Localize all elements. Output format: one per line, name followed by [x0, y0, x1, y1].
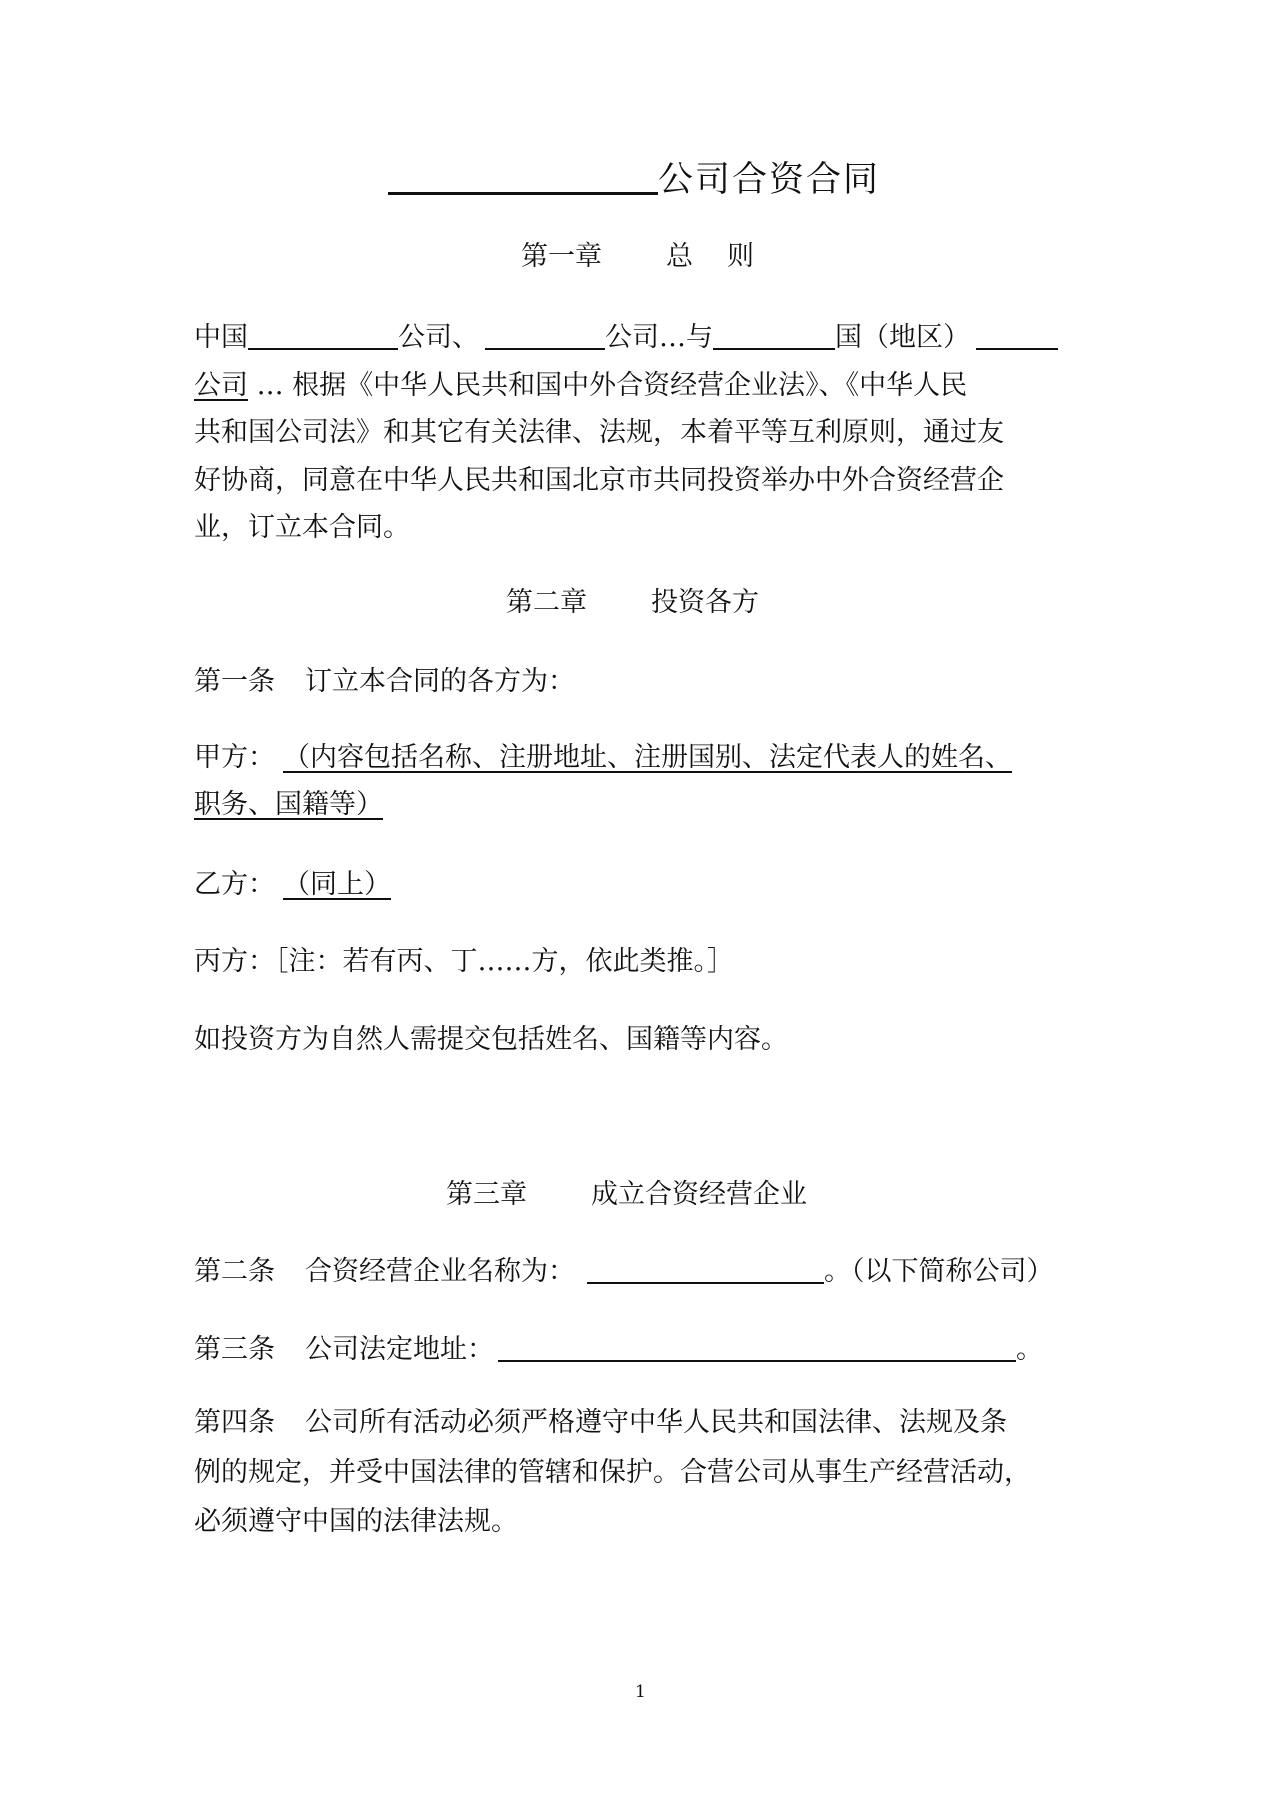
- article-3-after: 。: [1016, 1334, 1043, 1365]
- enterprise-name-blank[interactable]: [587, 1256, 824, 1284]
- foreign-company-blank[interactable]: [976, 322, 1058, 350]
- party-b: [194, 868, 391, 902]
- natural-person-note: [194, 1023, 788, 1057]
- party-b-value[interactable]: （同上）: [283, 869, 391, 900]
- preamble-line-1: [194, 321, 1058, 355]
- article-1-label: 第一条: [194, 666, 275, 697]
- preamble-line-5: [194, 511, 410, 545]
- article-3: [194, 1333, 1043, 1367]
- article-4-line-3: [194, 1505, 518, 1539]
- article-2-text: 合资经营企业名称为：: [305, 1256, 575, 1287]
- article-3-label: 第三条: [194, 1334, 275, 1365]
- chapter-2-title: 投资各方: [651, 587, 759, 618]
- chinese-company-blank-1[interactable]: [248, 322, 398, 350]
- article-4-text: 公司所有活动必须严格遵守中华人民共和国法律、法规及条: [305, 1407, 1007, 1438]
- article-2: [194, 1255, 1054, 1289]
- chinese-company-blank-2[interactable]: [485, 322, 605, 350]
- chapter-1-title-b: 则: [727, 241, 754, 272]
- party-c: [194, 945, 734, 979]
- preamble-text: … 根据《中华人民共和国中外合资经营企业法》、《中华人民: [248, 370, 968, 401]
- article-4-text: 必须遵守中国的法律法规。: [194, 1506, 518, 1537]
- foreign-company-suffix: 公司: [194, 370, 248, 401]
- preamble-text: 公司、: [398, 322, 479, 353]
- article-3-text: 公司法定地址：: [305, 1334, 494, 1365]
- article-4-text: 例的规定，并受中国法律的管辖和保护。合营公司从事生产经营活动，: [194, 1457, 1031, 1488]
- preamble-text: 业，订立本合同。: [194, 512, 410, 543]
- party-c-note: ［注：若有丙、丁……方，依此类推。］: [275, 946, 734, 977]
- article-4-line-2: [194, 1456, 1031, 1490]
- chapter-3-title: 成立合资经营企业: [591, 1179, 807, 1210]
- page-number: [635, 1682, 646, 1702]
- preamble-line-2: [194, 369, 967, 403]
- article-2-after: 。（以下简称公司）: [824, 1256, 1054, 1287]
- party-a-value[interactable]: （内容包括名称、注册地址、注册国别、法定代表人的姓名、: [283, 742, 1012, 773]
- chapter-2-number: 第二章: [506, 587, 587, 618]
- article-1: [194, 665, 575, 699]
- chapter-2-heading: [506, 586, 759, 620]
- article-1-text: 订立本合同的各方为：: [305, 666, 575, 697]
- chapter-1-title-a: 总: [666, 241, 693, 272]
- chapter-1-heading: [521, 240, 754, 274]
- party-a-line-1: [194, 741, 1012, 775]
- legal-address-blank[interactable]: [498, 1334, 1016, 1362]
- page-number-text: 1: [635, 1682, 646, 1702]
- chapter-3-number: 第三章: [446, 1179, 527, 1210]
- preamble-text: 公司…与: [605, 322, 713, 353]
- party-a-value-cont[interactable]: 职务、国籍等）: [194, 789, 383, 820]
- preamble-text: 共和国公司法》和其它有关法律、法规，本着平等互利原则，通过友: [194, 417, 1004, 448]
- article-4-label: 第四条: [194, 1407, 275, 1438]
- note-text: 如投资方为自然人需提交包括姓名、国籍等内容。: [194, 1024, 788, 1055]
- preamble-text: 国（地区）: [835, 322, 970, 353]
- article-2-label: 第二条: [194, 1256, 275, 1287]
- title-company-blank[interactable]: [388, 162, 658, 195]
- preamble-line-4: [194, 464, 1004, 498]
- preamble-text: 中国: [194, 322, 248, 353]
- country-blank[interactable]: [713, 322, 835, 350]
- preamble-text: 好协商，同意在中华人民共和国北京市共同投资举办中外合资经营企: [194, 465, 1004, 496]
- article-4-line-1: [194, 1406, 1007, 1440]
- title-text: 公司合资合同: [658, 160, 881, 200]
- party-b-label: 乙方：: [194, 869, 275, 900]
- document-title: [388, 158, 880, 202]
- chapter-1-number: 第一章: [521, 241, 602, 272]
- party-a-line-2: [194, 788, 383, 822]
- party-a-label: 甲方：: [194, 742, 275, 773]
- party-c-label: 丙方：: [194, 946, 275, 977]
- chapter-3-heading: [446, 1178, 807, 1212]
- preamble-line-3: [194, 416, 1004, 450]
